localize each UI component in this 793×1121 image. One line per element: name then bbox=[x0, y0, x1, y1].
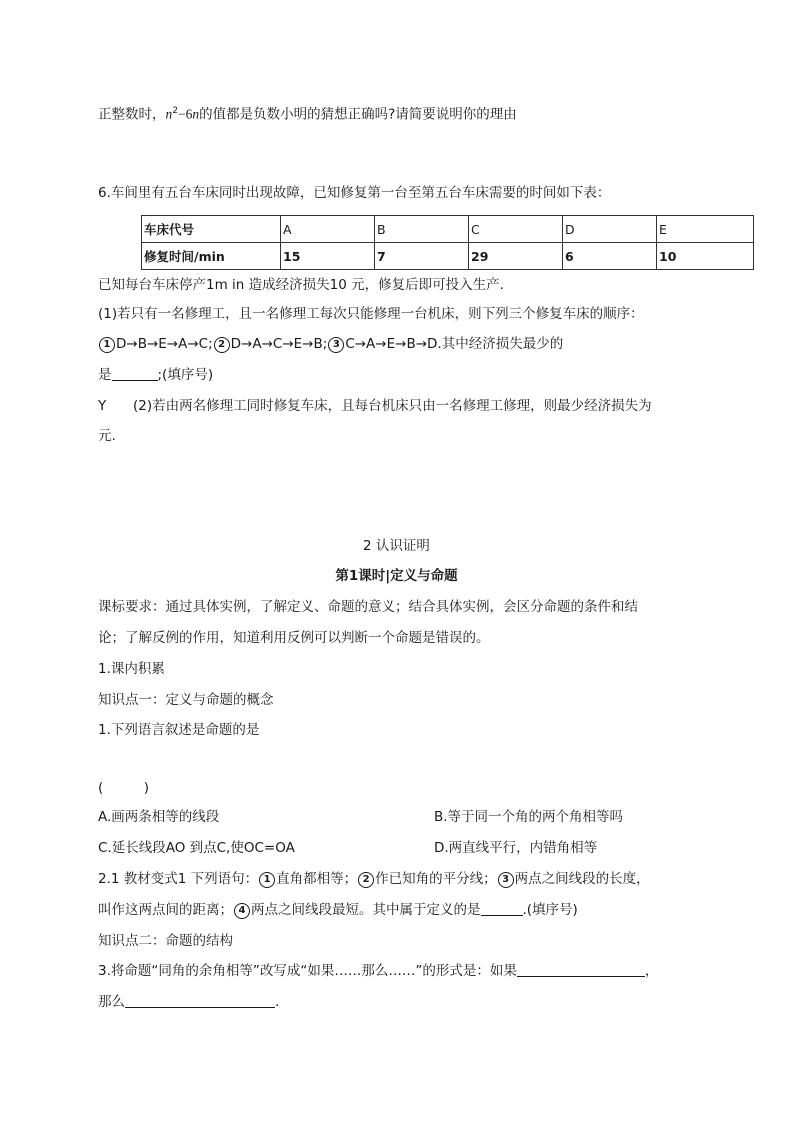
table-cell-code: B bbox=[375, 216, 469, 243]
table-cell-code: C bbox=[469, 216, 563, 243]
q6-part2-marker: Y bbox=[98, 398, 107, 414]
q6-loss-note: 已知每台车床停产1m in 造成经济损失10 元，修复后即可投入生产. bbox=[98, 277, 504, 293]
q1-option-c: C.延长线段AO 到点C,使OC=OA bbox=[98, 840, 295, 856]
table-cell-time: 15 bbox=[281, 243, 375, 270]
q6-part2-text: (2)若由两名修理工同时修复车床，且每台机床只由一名修理工修理，则最少经济损失为 bbox=[133, 398, 652, 414]
lesson-title: 第1课时|定义与命题 bbox=[335, 568, 458, 584]
table-row-label: 修复时间/min bbox=[142, 243, 281, 270]
q2-line2-a: 叫作这两点间的距离； bbox=[98, 902, 233, 918]
q5-expr-minus: −6 bbox=[177, 106, 193, 122]
q6-part1-line1: (1)若只有一名修理工，且一名修理工每次只能修理一台机床，则下列三个修复车床的顺序： bbox=[98, 306, 644, 322]
q6-part1-orders bbox=[98, 334, 563, 354]
q1-option-b: B.等于同一个角的两个角相等吗 bbox=[434, 809, 624, 825]
order-3: C→A→E→B→D.其中经济损失最少的 bbox=[345, 336, 564, 352]
table-cell-time: 10 bbox=[657, 243, 754, 270]
circled-number-4: 4 bbox=[234, 903, 250, 919]
q3-line1-text: 3.将命题“同角的余角相等”改写成“如果……那么……”的形式是：如果 bbox=[98, 963, 517, 979]
knowledge-point-1: 知识点一：定义与命题的概念 bbox=[98, 692, 274, 708]
answer-blank[interactable] bbox=[112, 366, 158, 381]
q3-line2-text: 那么 bbox=[98, 994, 125, 1010]
knowledge-point-2: 知识点二：命题的结构 bbox=[98, 933, 233, 949]
q5-suffix: 的值都是负数小明的猜想正确吗?请简要说明你的理由 bbox=[199, 106, 517, 123]
q5-prefix: 正整数时， bbox=[98, 106, 166, 123]
q1-option-a: A.画两条相等的线段 bbox=[98, 809, 220, 825]
q2-line-2 bbox=[98, 900, 578, 920]
circled-number-2: 2 bbox=[214, 337, 230, 353]
q5-tail-line bbox=[98, 101, 517, 125]
q6-part1-suffix: ;(填序号) bbox=[157, 367, 214, 383]
q2-line2-b: 两点之间线段最短。其中属于定义的是 bbox=[251, 902, 481, 918]
order-2: D→A→C→E→B; bbox=[230, 336, 328, 352]
circled-number-1: 1 bbox=[259, 872, 275, 888]
table-cell-code: E bbox=[657, 216, 754, 243]
q5-expr-sup: 2 bbox=[172, 106, 178, 116]
q6-part1-answer-line bbox=[98, 365, 213, 385]
q5-expr-n2: n bbox=[192, 106, 200, 122]
q5-expr-n: n bbox=[165, 106, 173, 122]
answer-blank[interactable] bbox=[517, 962, 645, 977]
circled-number-1: 1 bbox=[99, 337, 115, 353]
order-1: D→B→E→A→C; bbox=[116, 336, 213, 352]
part-title: 1.课内积累 bbox=[98, 661, 165, 677]
q6-part2-end: 元. bbox=[98, 428, 116, 444]
chapter-title: 2 认识证明 bbox=[363, 538, 430, 554]
q2-statement-3: 两点之间线段的长度， bbox=[514, 871, 650, 887]
q6-intro: 6.车间里有五台车床同时出现故障，已知修复第一台至第五台车床需要的时间如下表： bbox=[98, 185, 611, 201]
table-cell-time: 6 bbox=[563, 243, 657, 270]
q2-statement-1: 直角都相等； bbox=[276, 871, 358, 887]
q2-line2-end: .(填序号) bbox=[522, 902, 578, 918]
standard-line-1: 课标要求：通过具体实例，了解定义、命题的意义；结合具体实例，会区分命题的条件和结 bbox=[98, 599, 638, 615]
q2-line-1 bbox=[98, 869, 650, 889]
table-row-times bbox=[142, 243, 754, 270]
q3-line1-end: ， bbox=[644, 963, 659, 979]
q3-line2-end: . bbox=[275, 994, 280, 1010]
q1-answer-paren: ( ) bbox=[98, 780, 150, 796]
table-cell-time: 7 bbox=[375, 243, 469, 270]
circled-number-3: 3 bbox=[328, 337, 344, 353]
q3-line-2 bbox=[98, 992, 279, 1012]
circled-number-2: 2 bbox=[358, 872, 374, 888]
table-cell-code: D bbox=[563, 216, 657, 243]
table-cell-code: A bbox=[281, 216, 375, 243]
q2-prefix: 2.1 教材变式1 下列语句： bbox=[98, 871, 259, 887]
q6-part1-prefix: 是 bbox=[98, 367, 112, 383]
q1-stem: 1.下列语言叙述是命题的是 bbox=[98, 722, 260, 738]
q1-option-d: D.两直线平行，内错角相等 bbox=[434, 840, 598, 856]
q3-line-1 bbox=[98, 961, 658, 981]
standard-line-2: 论；了解反例的作用，知道利用反例可以判断一个命题是错误的。 bbox=[98, 630, 490, 646]
answer-blank[interactable] bbox=[481, 901, 523, 916]
table-cell-time: 29 bbox=[469, 243, 563, 270]
q2-statement-2: 作已知角的平分线； bbox=[375, 871, 497, 887]
circled-number-3: 3 bbox=[498, 872, 514, 888]
table-header-label: 车床代号 bbox=[142, 216, 281, 243]
repair-time-table bbox=[141, 215, 754, 270]
answer-blank[interactable] bbox=[125, 993, 275, 1008]
table-row-codes bbox=[142, 216, 754, 243]
